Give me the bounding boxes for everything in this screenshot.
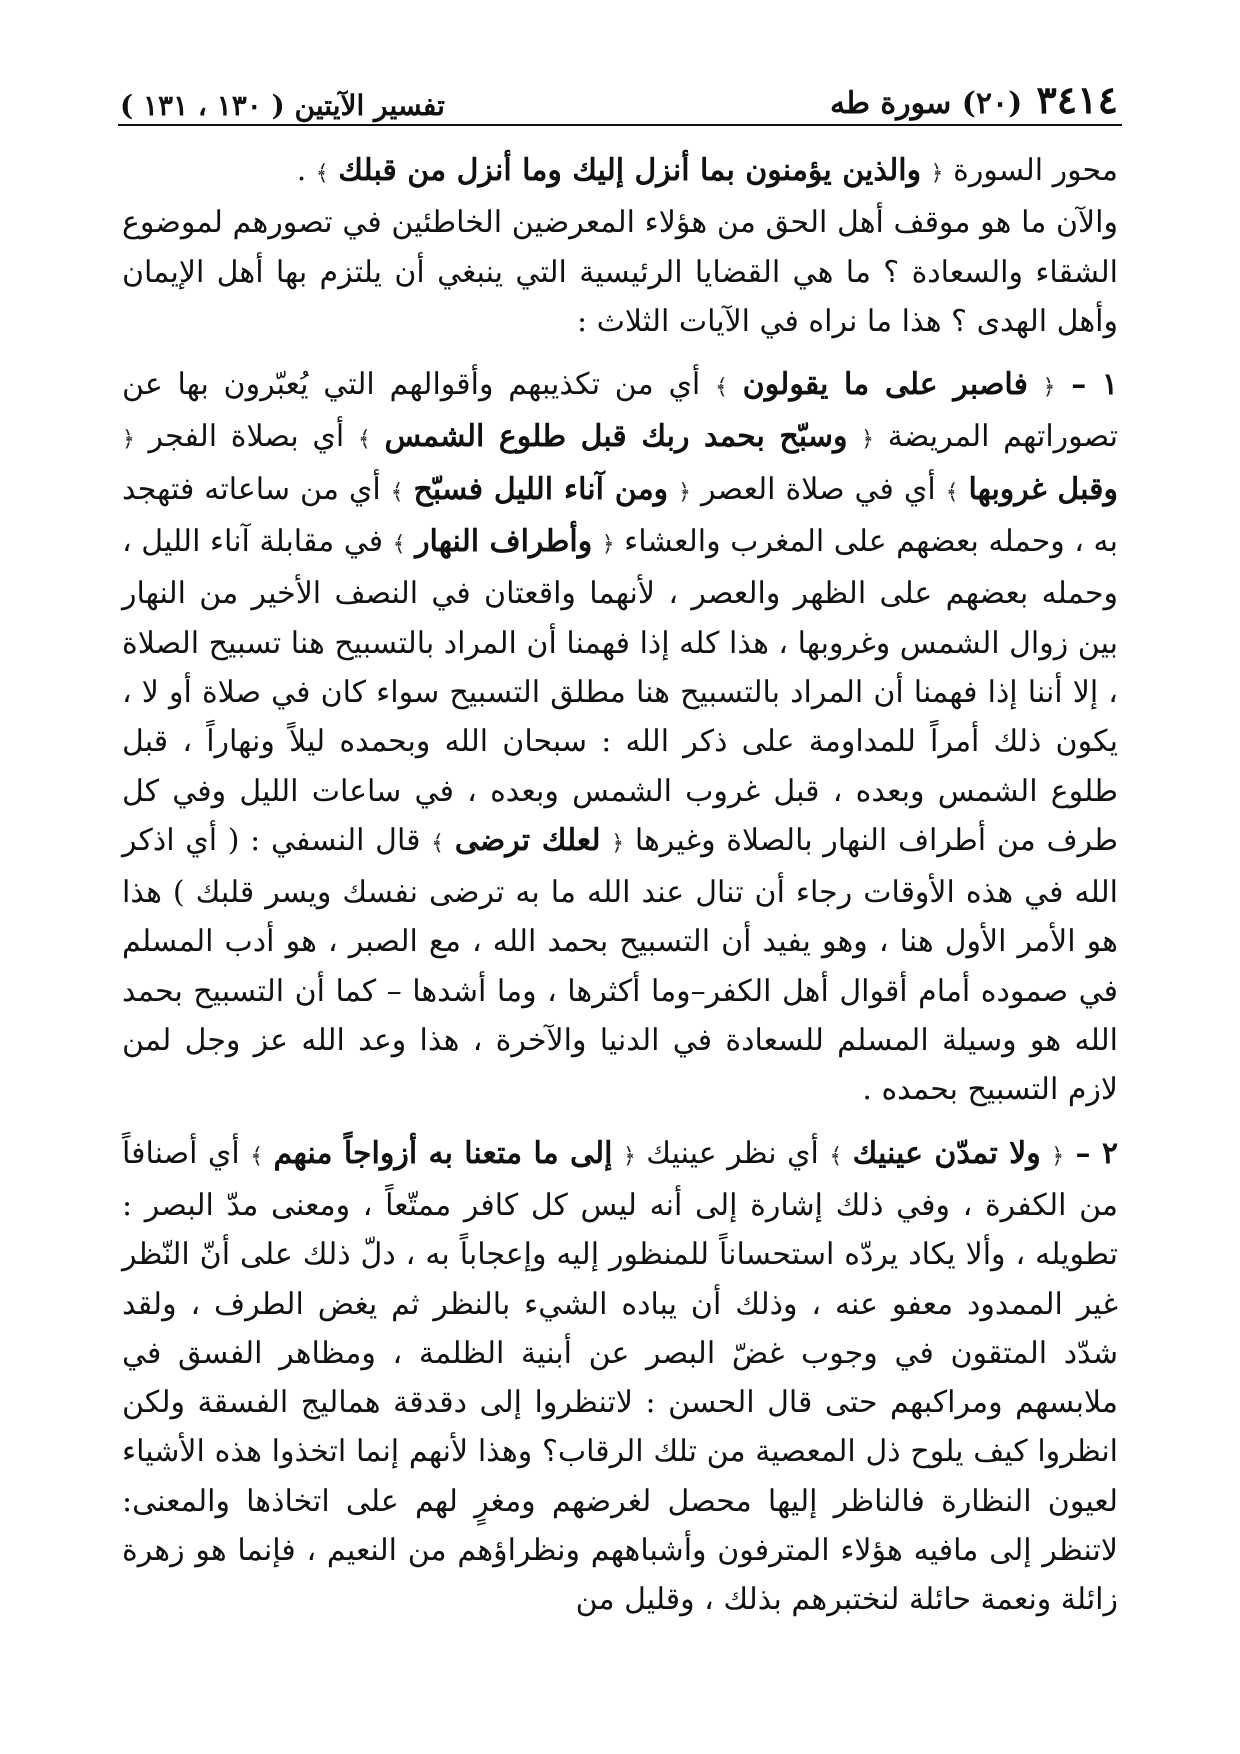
quran-ornament-open: ﴿ [122, 427, 135, 453]
quran-verse: والذين يؤمنون بما أنزل إليك وما أنزل من قبلك [338, 153, 922, 188]
point-number: ٢ – [1064, 1135, 1118, 1171]
quran-ornament-close: ﴾ [357, 427, 371, 453]
quran-ornament-open: ﴿ [1051, 1143, 1065, 1169]
body-text [122, 146, 1118, 1625]
quran-verse: لعلك ترضى [454, 822, 601, 858]
quran-verse: إلى ما متعنا به أزواجاً منهم [273, 1135, 613, 1171]
text-run: أي أصنافاً من الكفرة ، وفي ذلك إشارة إلى أنه ليس كل كافر ممتّعاً ، ومعنى مدّ البصر : تطويله ، وألا يكاد يردّه استحساناً للمنظور إليه وإعجاباً به ، دلّ ذلك على أنّ النّظر غير الممدود معفو عنه ، وذلك أن يباده الشيء بالنظر ثم يغض الطرف ، ولقد شدّد المتقون في وجوب غضّ البصر عن أبنية الظلمة ، ومظاهر الفسق في ملابسهم ومراكبهم حتى قال الحسن : لاتنظروا إلى دقدقة هماليج الفسقة ولكن انظروا كيف يلوح ذل المعصية من تلك الرقاب؟ وهذا لأنهم إنما اتخذوا هذه الأشياء لعيون النظارة فالناظر إليها محصل لغرضهم ومغرٍ لهم على اتخاذها والمعنى: لاتنظر إلى مافيه هؤلاء المترفون وأشباههم ونظراؤهم من النعيم ، فإنما هو زهرة زائلة ونعمة حائلة لنختبرهم بذلك ، وقليل من [122, 1135, 1118, 1618]
text-run: والآن ما هو موقف أهل الحق من هؤلاء المعرضين الخاطئين في تصورهم لموضوع الشقاء والسعادة ؟ ما هي القضايا الرئيسية التي ينبغي أن يلتزم بها أهل الإيمان وأهل الهدى ؟ هذا ما نراه في الآيات الثلاث : [122, 205, 1118, 339]
quran-ornament-close: ﴾ [945, 479, 959, 505]
paragraph-intro [122, 198, 1118, 346]
quran-ornament-close: ﴾ [431, 830, 445, 856]
quran-verse: ولا تمدّن عينيك [852, 1135, 1041, 1171]
quran-ornament-close: ﴾ [250, 1143, 264, 1169]
text-run: أي نظر عينيك [635, 1135, 830, 1171]
text-run: أي في صلاة العصر [691, 471, 946, 507]
text-run: قال النسفي : ( أي اذكر الله في هذه الأوقات رجاء أن تنال عند الله ما به ترضى نفسك ويسر قلبك ) هذا هو الأمر الأول هنا ، وهو يفيد أن التسبيح بحمد الله ، مع الصبر ، هو أدب المسلم في صموده أمام أقوال أهل الكفر–وما أكثرها ، وما أشدها – كما أن التسبيح بحمد الله هو وسيلة المسلم للسعادة في الدنيا والآخرة ، هذا وعد الله عز وجل لمن لازم التسبيح بحمده . [122, 822, 1118, 1108]
paragraph-point-1 [122, 360, 1118, 1114]
page-header [120, 78, 1118, 122]
header-divider [118, 124, 1122, 126]
section-title: تفسير الآيتين ( ١٣٠ ، ١٣١ ) [120, 89, 445, 122]
quran-verse: فاصبر على ما يقولون [742, 367, 1028, 403]
paragraph-point-2 [122, 1129, 1118, 1625]
text-run: في مقابلة آناء الليل ، وحمله بعضهم على الظهر والعصر ، لأنهما واقعتان في النصف الأخير من النهار بين زوال الشمس وغروبها ، هذا كله إذا فهمنا أن المراد بالتسبيح هنا تسبيح الصلاة ، إلا أننا إذا فهمنا أن المراد بالتسبيح هنا مطلق التسبيح سواء كان في صلاة أو لا ، يكون ذلك أمراً للمداومة على ذكر الله : سبحان الله وبحمده ليلاً ونهاراً ، قبل طلوع الشمس وبعده ، قبل غروب الشمس وبعده ، في ساعات الليل وفي كل طرف من أطراف النهار بالصلاة وغيرها [122, 524, 1118, 858]
quran-verse: وأطراف النهار [415, 524, 593, 560]
paragraph-surah-axis [122, 146, 1118, 198]
text-run: أي من تكذيبهم وأقوالهم التي يُعبّرون بها عن تصوراتهم المريضة [122, 367, 1119, 455]
header-right [830, 77, 1118, 122]
quran-ornament-close: ﴾ [392, 532, 406, 558]
quran-ornament-open: ﴿ [611, 830, 625, 856]
quran-ornament-open: ﴿ [1042, 375, 1056, 401]
quran-ornament-open: ﴿ [861, 427, 875, 453]
text-run: . [296, 153, 316, 188]
quran-ornament-close: ﴾ [315, 161, 329, 186]
text-run: أي من ساعاته فتهجد به ، وحمله بعضهم على المغرب والعشاء [122, 471, 1118, 560]
quran-ornament-close: ﴾ [829, 1143, 843, 1169]
point-number: ١ – [1055, 367, 1118, 403]
page-number: ٣٤١٤ [1036, 77, 1118, 122]
quran-ornament-open: ﴿ [930, 161, 944, 186]
surah-name: (٢٠) سورة طه [830, 86, 1023, 121]
text-run: محور السورة [943, 153, 1118, 188]
quran-ornament-open: ﴿ [601, 532, 615, 558]
quran-verse: ومن آناء الليل فسبّح [413, 471, 669, 507]
quran-ornament-open: ﴿ [622, 1143, 636, 1169]
quran-ornament-close: ﴾ [390, 479, 404, 505]
text-run: أي بصلاة الفجر [134, 419, 358, 455]
quran-ornament-close: ﴾ [715, 375, 728, 401]
quran-verse: وقبل غروبها [968, 471, 1119, 507]
quran-ornament-open: ﴿ [678, 479, 692, 505]
quran-verse: وسبّح بحمد ربك قبل طلوع الشمس [384, 419, 848, 455]
